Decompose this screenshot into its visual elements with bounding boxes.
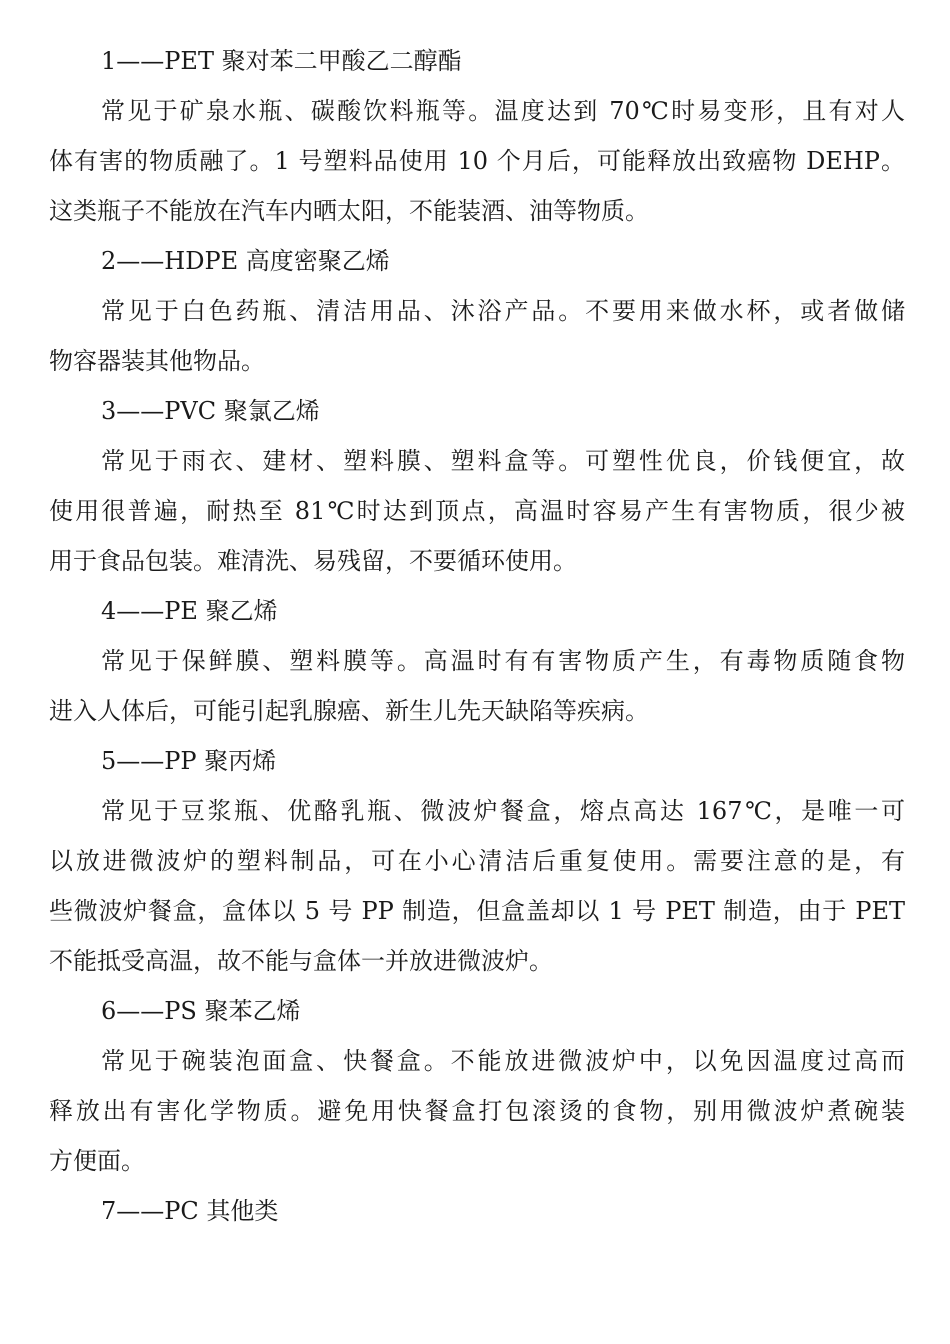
paragraph-line: 用于食品包装。难清洗、易残留，不要循环使用。	[49, 547, 577, 575]
section-heading: 4——PE 聚乙烯	[101, 597, 278, 625]
paragraph-line: 常见于雨衣、建材、塑料膜、塑料盒等。可塑性优良，价钱便宜，故	[101, 447, 905, 475]
section-heading: 1——PET 聚对苯二甲酸乙二醇酯	[101, 47, 462, 75]
section-heading: 2——HDPE 高度密聚乙烯	[101, 247, 390, 275]
paragraph-line: 释放出有害化学物质。避免用快餐盒打包滚烫的食物，别用微波炉煮碗装	[49, 1097, 905, 1125]
paragraph-line: 方便面。	[49, 1147, 145, 1175]
paragraph-line: 常见于豆浆瓶、优酪乳瓶、微波炉餐盒，熔点高达 167℃，是唯一可	[101, 797, 905, 825]
paragraph-line: 体有害的物质融了。1 号塑料品使用 10 个月后，可能释放出致癌物 DEHP。	[49, 147, 905, 175]
paragraph-line: 不能抵受高温，故不能与盒体一并放进微波炉。	[49, 947, 553, 975]
section-heading: 3——PVC 聚氯乙烯	[101, 397, 320, 425]
paragraph-line: 常见于矿泉水瓶、碳酸饮料瓶等。温度达到 70℃时易变形，且有对人	[101, 97, 905, 125]
paragraph-line: 常见于碗装泡面盒、快餐盒。不能放进微波炉中，以免因温度过高而	[101, 1047, 905, 1075]
paragraph-line: 进入人体后，可能引起乳腺癌、新生儿先天缺陷等疾病。	[49, 697, 649, 725]
paragraph-line: 使用很普遍，耐热至 81℃时达到顶点，高温时容易产生有害物质，很少被	[49, 497, 905, 525]
section-heading: 6——PS 聚苯乙烯	[101, 997, 301, 1025]
document-page	[49, 36, 905, 1236]
section-heading: 7——PC 其他类	[101, 1197, 279, 1225]
paragraph-line: 常见于保鲜膜、塑料膜等。高温时有有害物质产生，有毒物质随食物	[101, 647, 905, 675]
paragraph-line: 这类瓶子不能放在汽车内晒太阳，不能装酒、油等物质。	[49, 197, 649, 225]
paragraph-line: 些微波炉餐盒，盒体以 5 号 PP 制造，但盒盖却以 1 号 PET 制造，由于 PET	[49, 897, 905, 925]
section-heading: 5——PP 聚丙烯	[101, 747, 277, 775]
paragraph-line: 常见于白色药瓶、清洁用品、沐浴产品。不要用来做水杯，或者做储	[101, 297, 905, 325]
paragraph-line: 以放进微波炉的塑料制品，可在小心清洁后重复使用。需要注意的是，有	[49, 847, 905, 875]
paragraph-line: 物容器装其他物品。	[49, 347, 265, 375]
